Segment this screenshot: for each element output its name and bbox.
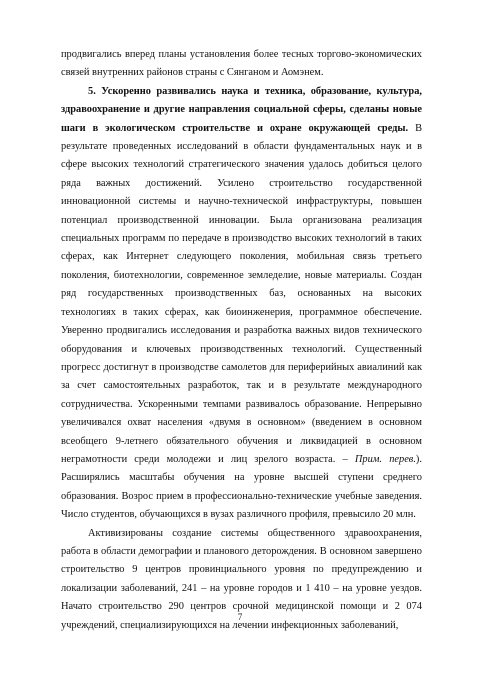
paragraph-body-end: ). Расширялись масштабы обучения на уровне высшей ступени среднего образования. Возрос прием в профессионально-технические учебные заведения. Число студентов, обучающихся в вузах различного профиля, превысило 20 млн. — [61, 453, 422, 521]
paragraph-science-education — [61, 83, 422, 525]
body-text — [61, 46, 422, 635]
paragraph-healthcare: Активизированы создание системы общественного здравоохранения, работа в области демографии и планового деторождения. В основном завершено строительство 9 центров провинциального уровня по предупреждению и локализации заболеваний, 241 – на уровне городов и 1 410 – на уровне уездов. Начато строительство 290 центров срочной медицинской помощи и 2 074 учреждений, специализирующихся на лечении инфекционных заболеваний, — [61, 527, 422, 631]
paragraph-heading: 5. Ускоренно развивались наука и техника, образование, культура, здравоохранение и другие направления социальной сферы, сделаны новые шаги в экологическом строительстве и охране окружающей среды. — [61, 85, 422, 134]
translator-note: Прим. перев. — [354, 453, 416, 465]
paragraph-body: В результате проведенных исследований в области фундаментальных наук и в сфере высоких технологий стратегического значения удалось добиться целого ряда важных достижений. Усилено строительство государственной инновационной системы и научно-технической инфраструктуры, повышен потенциал производственной инновации. Была организована реализация специальных программ по передаче в производство высоких технологий в таких сферах, как Интернет следующего поколения, мобильная связь третьего поколения, биотехнологии, современное земледелие, новые материалы. Создан ряд государственных производственных баз, основанных на высоких технологиях в таких сферах, как биоинженерия, программное обеспечение. Уверенно продвигались исследования и разработка важных видов технического оборудования и ключевых производственных технологий. Существенный прогресс достигнут в производстве самолетов для периферийных авиалиний как за счет самостоятельных разработок, так и в результате международного сотрудничества. Ускоренными темпами развивалось образование. Непрерывно увеличивался охват населения «двумя в основном» (введением в основном всеобщего 9-летнего обязательного обучения и ликвидацией в основном неграмотности среди молодежи и лиц зрелого возраста. – — [61, 122, 422, 465]
paragraph-continuation: продвигались вперед планы установления более тесных торгово-экономических связей внутренних районов страны с Сянганом и Аомэнем. — [61, 49, 422, 79]
page-number: 7 — [237, 612, 243, 622]
